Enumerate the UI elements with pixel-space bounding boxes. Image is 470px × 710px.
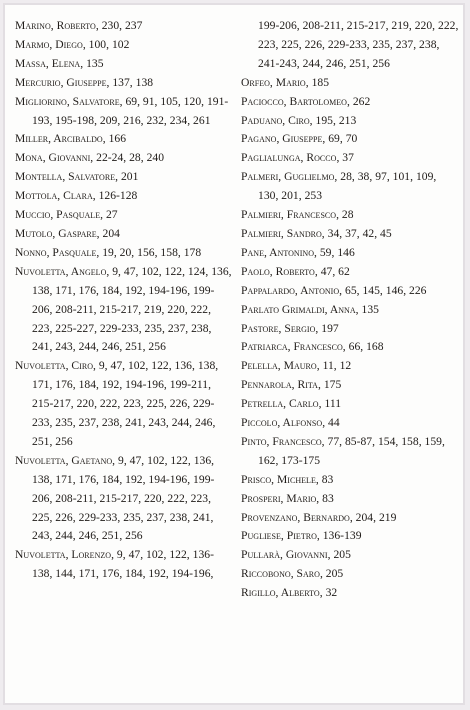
entry-pages: 262 (352, 94, 371, 108)
entry-name: Palmieri, Sandro, (241, 226, 325, 240)
index-entry (241, 376, 459, 395)
index-entry (241, 395, 459, 414)
index-entry (241, 149, 459, 168)
entry-pages: 204 (102, 226, 120, 240)
index-entry (15, 225, 233, 244)
index-entry (15, 187, 233, 206)
entry-name: Nuvoletta, Angelo, (15, 264, 110, 278)
entry-name: Nonno, Pasquale, (15, 245, 100, 259)
index-entry (241, 584, 459, 603)
index-column-left (15, 17, 233, 584)
entry-name: Paciocco, Bartolomeo, (241, 94, 350, 108)
entry-pages: 66, 168 (348, 340, 384, 354)
entry-name: Marmo, Diego, (15, 37, 86, 51)
entry-pages: 44 (328, 416, 340, 430)
entry-name: Palmeri, Guglielmo, (241, 170, 338, 184)
index-entry (241, 130, 459, 149)
entry-name: Pugliese, Pietro, (241, 529, 320, 543)
entry-name: Muccio, Pasquale, (15, 208, 104, 222)
index-entry (241, 565, 459, 584)
entry-name: Parlato Grimaldi, Anna, (241, 302, 359, 316)
entry-pages: 34, 37, 42, 45 (327, 226, 392, 240)
entry-pages: 83 (321, 472, 334, 486)
index-entry (241, 414, 459, 433)
entry-name: Pagano, Giuseppe, (241, 132, 326, 146)
index-entry (241, 357, 459, 376)
entry-name: Nuvoletta, Gaetano, (15, 453, 116, 467)
index-entry (241, 320, 459, 339)
entry-pages: 47, 62 (320, 264, 350, 278)
index-entry (241, 527, 459, 546)
entry-name: Pane, Antonino, (241, 245, 317, 259)
index-entry (15, 149, 233, 168)
entry-name: Massa, Elena, (15, 56, 84, 70)
entry-name: Marino, Roberto, (15, 19, 99, 32)
entry-pages: 185 (311, 75, 330, 89)
entry-name: Palmieri, Francesco, (241, 208, 339, 222)
entry-name: Paolo, Roberto, (241, 264, 318, 278)
index-column-right (241, 17, 459, 603)
entry-pages: 59, 146 (319, 245, 355, 259)
entry-name: Pappalardo, Antonio, (241, 283, 343, 297)
entry-name: Nuvoletta, Lorenzo, (15, 548, 114, 562)
entry-pages: 135 (86, 56, 104, 70)
entry-pages: 9, 47, 102, 122, 136-138, 144, 171, 176, 184, 192, 194-196, (32, 548, 214, 581)
entry-pages: 166 (108, 132, 127, 146)
index-entry (15, 168, 233, 187)
index-entry (15, 546, 233, 584)
entry-pages: 65, 145, 146, 226 (345, 283, 427, 297)
entry-pages: 9, 47, 102, 122, 124, 136, 138, 171, 176, 184, 192, 194-196, 199-206, 208-211, 215-217, 219, 220, 222, 223, 225-227, 229-233, 235, 237, 238, 241, 243, 244, 246, 251, 256 (32, 264, 232, 354)
index-entry (241, 244, 459, 263)
entry-name: Mona, Giovanni, (15, 151, 94, 165)
entry-pages: 137, 138 (112, 75, 154, 89)
index-entry (241, 433, 459, 471)
entry-pages: 9, 47, 102, 122, 136, 138, 171, 176, 184, 192, 194-196, 199-211, 215-217, 220, 222, 223, 225, 226, 229-233, 235, 237, 238, 241, 243, 244, 246, 251, 256 (32, 359, 219, 448)
index-entry (241, 93, 459, 112)
entry-name: Pennarola, Rita, (241, 378, 321, 392)
entry-pages: 32 (325, 586, 338, 600)
index-entry (241, 282, 459, 301)
entry-pages: 9, 47, 102, 122, 136, 138, 171, 176, 184, 192, 194-196, 199-206, 208-211, 215-217, 220, 222, 223, 225, 226, 229-233, 235, 237, 238, 241, 243, 244, 246, 251, 256 (32, 453, 215, 543)
index-entry (241, 206, 459, 225)
entry-name: Prosperi, Mario, (241, 491, 320, 505)
entry-name: Migliorino, Salvatore, (15, 94, 123, 108)
index-entry-continuation (241, 17, 459, 74)
entry-pages: 69, 91, 105, 120, 191-193, 195-198, 209, 216, 232, 234, 261 (32, 94, 229, 127)
index-entry (241, 225, 459, 244)
index-entry (15, 263, 233, 358)
entry-name: Mottola, Clara, (15, 189, 96, 203)
index-entry (241, 338, 459, 357)
entry-pages: 135 (361, 302, 379, 316)
entry-name: Mercurio, Giuseppe, (15, 75, 110, 89)
entry-name: Riccobono, Saro, (241, 567, 323, 581)
entry-name: Rigillo, Alberto, (241, 586, 323, 600)
index-entry (241, 471, 459, 490)
entry-pages: 175 (323, 378, 342, 392)
entry-name: Miller, Arcibaldo, (15, 132, 106, 146)
entry-name: Nuvoletta, Ciro, (15, 359, 96, 373)
index-entry (241, 168, 459, 206)
entry-pages: 28 (341, 208, 354, 222)
entry-pages: 195, 213 (315, 113, 357, 127)
entry-name: Montella, Salvatore, (15, 170, 119, 184)
entry-pages: 197 (321, 321, 339, 335)
entry-pages: 22-24, 28, 240 (96, 151, 165, 165)
index-entry (15, 36, 233, 55)
entry-name: Paglialunga, Rocco, (241, 151, 340, 165)
entry-name: Mutolo, Gaspare, (15, 226, 100, 240)
entry-name: Provenzano, Bernardo, (241, 510, 353, 524)
index-entry (241, 301, 459, 320)
entry-name: Pinto, Francesco, (241, 434, 325, 448)
entry-name: Orfeo, Mario, (241, 75, 309, 89)
index-entry (15, 452, 233, 547)
entry-pages: 205 (333, 548, 351, 562)
entry-name: Pullarà, Giovanni, (241, 548, 331, 562)
entry-pages: 27 (105, 208, 118, 222)
entry-pages: 204, 219 (355, 510, 397, 524)
index-entry (241, 74, 459, 93)
index-entry (15, 357, 233, 452)
entry-pages: 205 (325, 567, 344, 581)
entry-name: Patriarca, Francesco, (241, 340, 346, 354)
index-entry (15, 93, 233, 131)
entry-pages: 136-139 (322, 529, 362, 543)
entry-name: Pastore, Sergio, (241, 321, 319, 335)
entry-pages: 77, 85-87, 154, 158, 159, 162, 173-175 (258, 434, 445, 467)
entry-name: Paduano, Ciro, (241, 113, 313, 127)
entry-pages: 230, 237 (101, 19, 143, 32)
entry-pages: 126-128 (98, 189, 138, 203)
index-entry (15, 244, 233, 263)
entry-name: Prisco, Michele, (241, 472, 319, 486)
entry-pages: 100, 102 (88, 37, 130, 51)
index-entry (241, 546, 459, 565)
index-entry (15, 17, 233, 36)
entry-name: Petrella, Carlo, (241, 397, 322, 411)
index-entry (15, 130, 233, 149)
index-entry (15, 74, 233, 93)
entry-pages: 111 (324, 397, 342, 411)
entry-pages: 201 (120, 170, 139, 184)
index-entry (241, 509, 459, 528)
entry-pages: 83 (322, 491, 334, 505)
index-entry (15, 206, 233, 225)
entry-pages: 28, 38, 97, 101, 109, 130, 201, 253 (258, 170, 437, 203)
index-entry (241, 112, 459, 131)
index-entry (15, 55, 233, 74)
entry-name: Pelella, Mauro, (241, 359, 320, 373)
entry-pages: 199-206, 208-211, 215-217, 219, 220, 222, 223, 225, 226, 229-233, 235, 237, 238, 241-243, 244, 246, 251, 256 (258, 19, 459, 70)
entry-pages: 19, 20, 156, 158, 178 (102, 245, 202, 259)
index-entry (241, 263, 459, 282)
entry-name: Piccolo, Alfonso, (241, 416, 326, 430)
index-page (3, 3, 465, 705)
entry-pages: 11, 12 (322, 359, 352, 373)
entry-pages: 69, 70 (328, 132, 358, 146)
index-entry (241, 490, 459, 509)
entry-pages: 37 (342, 151, 354, 165)
